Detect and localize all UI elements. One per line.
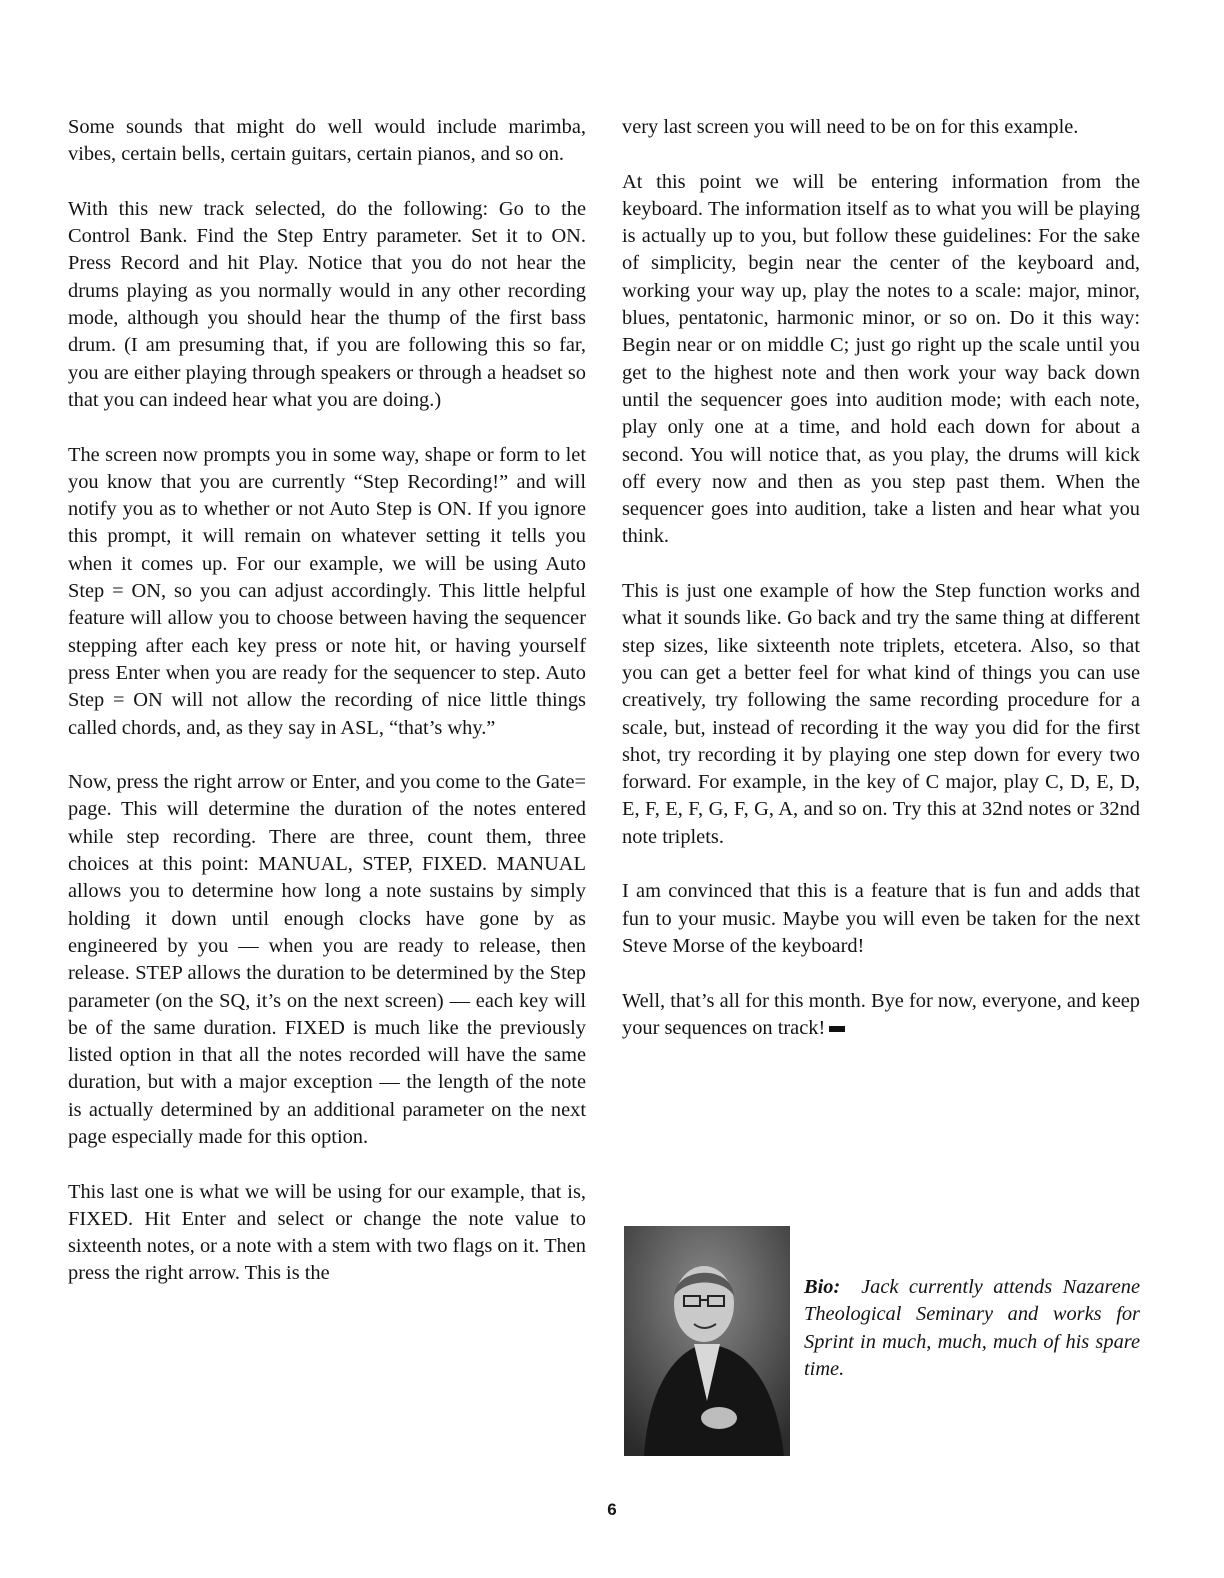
paragraph: At this point we will be entering information from the keyboard. The information itself as to what you will be playing is actually up to you, but follow these guidelines: For the sake of simplicity, begin near the center of the keyboard and, working your way up, play the notes to a scale: major, minor, blues, pentatonic, harmonic minor, or so on. Do it this way: Begin near or on middle C; just go right up the scale until you get to the highest note and then work your way back down until the sequencer goes into audition mode; with each note, play only one at a time, and hold each down for about a second. You will notice that, as you play, the drums will kick off every now and then as you step past them. When the sequencer goes into audition, take a listen and hear what you think. (622, 170, 1140, 548)
bio-text: Jack currently attends Nazarene Theological Seminary and works for Sprint in much, much, much of his spare time. (804, 1276, 1140, 1380)
author-photo (624, 1226, 790, 1456)
paragraph: The screen now prompts you in some way, shape or form to let you know that you are currently “Step Recording!” and will notify you as to whether or not Auto Step is ON. If you ignore this prompt, it will remain on whatever setting it tells you when it comes up. For our example, we will be using Auto Step = ON, so you can adjust accordingly. This little helpful feature will allow you to choose between having the sequencer stepping after each key press or note hit, or having yourself press Enter when you are ready for the sequencer to step. Auto Step = ON will not allow the recording of nice little things called chords, and, as they say in ASL, “that’s why.” (68, 443, 586, 739)
paragraph: very last screen you will need to be on for this example. (622, 116, 1079, 138)
page-number: 6 (607, 1500, 617, 1519)
paragraph: With this new track selected, do the following: Go to the Control Bank. Find the Step Entry parameter. Set it to ON. Press Record and hit Play. Notice that you do not hear the drums playing as you normally would in any other recording mode, although you should hear the thump of the first bass drum. (I am presuming that, if you are following this so far, you are either playing through speakers or through a headset so that you can indeed hear what you are doing.) (68, 197, 586, 411)
left-column (68, 114, 586, 1315)
bio-label: Bio: (804, 1276, 841, 1298)
closing-paragraph (622, 988, 1140, 1043)
closing-text: Well, that’s all for this month. Bye for now, everyone, and keep your sequences on track! (622, 989, 1140, 1039)
paragraph: This is just one example of how the Step function works and what it sounds like. Go back and try the same thing at different step sizes, like sixteenth note triplets, etcetera. Also, so that you can get a better feel for what kind of things you can use creatively, try following the same recording procedure for a scale, but, instead of recording it the way you did for the first shot, try recording it by playing one step down for every two forward. For example, in the key of C major, play C, D, E, D, E, F, E, F, G, F, G, A, and so on. Try this at 32nd notes or 32nd note triplets. (622, 580, 1140, 848)
paragraph: Now, press the right arrow or Enter, and you come to the Gate= page. This will determine the duration of the notes entered while step recording. There are three, count them, three choices at this point: MANUAL, STEP, FIXED. MANUAL allows you to determine how long a note sustains by simply holding it down until enough clocks have gone by as engineered by you — when you are ready to release, then release. STEP allows the duration to be determined by the Step parameter (on the SQ, it’s on the next screen) — each key will be of the same duration. FIXED is much like the previously listed option in that all the notes recorded will have the same duration, but with a major exception — the length of the note is actually determined by an additional parameter on the next page especially made for this option. (68, 771, 586, 1148)
paragraph: Some sounds that might do well would include marimba, vibes, certain bells, certain guitars, certain pianos, and so on. (68, 116, 586, 166)
paragraph: I am convinced that this is a feature that is fun and adds that fun to your music. Maybe you will even be taken for the next Steve Morse of the keyboard! (622, 880, 1140, 957)
author-portrait-image (624, 1226, 790, 1456)
end-of-article-mark (829, 1026, 845, 1032)
author-bio (804, 1274, 1140, 1383)
right-column (622, 114, 1140, 1069)
paragraph: This last one is what we will be using for our example, that is, FIXED. Hit Enter and select or change the note value to sixteenth notes, or a note with a stem with two flags on it. Then press the right arrow. This is the (68, 1180, 586, 1285)
